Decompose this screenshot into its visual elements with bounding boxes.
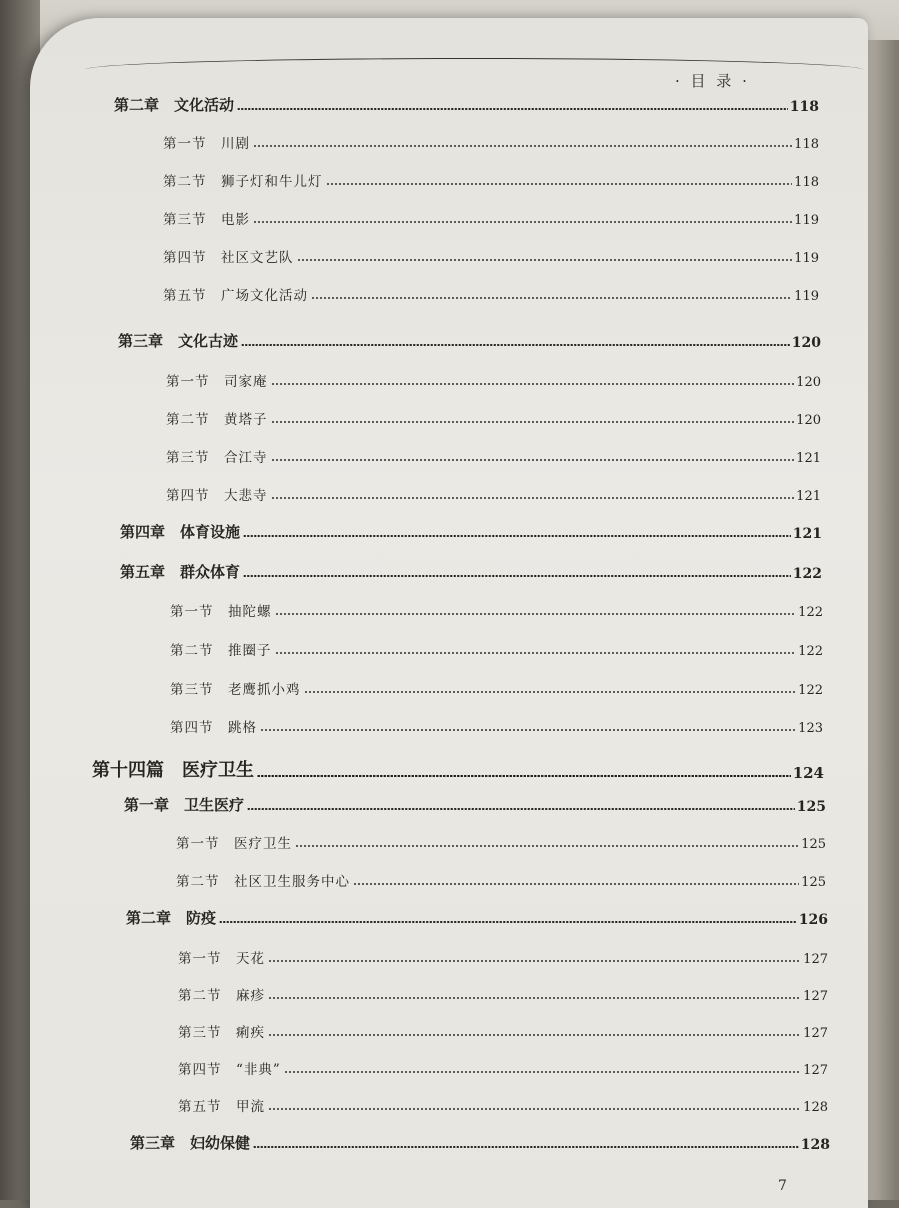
toc-entry-section: 第四节 社区文艺队 119 [163,250,819,266]
toc-entry-section: 第二节 麻疹 127 [178,988,828,1004]
toc-entry-chapter: 第二章 文化活动 118 [114,96,819,115]
toc-page [30,18,868,1208]
toc-entry-part: 第十四篇 医疗卫生 124 [92,760,824,782]
toc-entry-section: 第三节 电影 119 [163,212,819,228]
toc-entry-section: 第二节 黄塔子 120 [166,412,821,428]
toc-entry-section: 第一节 司家庵 120 [166,374,821,390]
header-title: · 目 录 · [675,72,750,90]
toc-entry-section: 第一节 抽陀螺 122 [170,604,823,620]
background-right-book-edge [863,40,899,1200]
toc-entry-section: 第一节 川剧 118 [163,136,819,152]
page-number: 7 [778,1178,787,1194]
toc-entry-section: 第五节 甲流 128 [178,1099,828,1115]
toc-entry-chapter: 第二章 防疫 126 [126,909,828,928]
toc-entry-section: 第二节 社区卫生服务中心 125 [176,874,826,890]
toc-entry-section: 第二节 推圈子 122 [170,643,823,659]
toc-entry-chapter: 第一章 卫生医疗 125 [124,796,826,815]
toc-entry-section: 第四节 大悲寺 121 [166,488,821,504]
toc-entry-section: 第四节 “非典” 127 [178,1062,828,1078]
toc-entry-chapter: 第三章 妇幼保健 128 [130,1134,830,1153]
toc-entry-chapter: 第五章 群众体育 122 [120,563,822,582]
toc-entry-section: 第一节 医疗卫生 125 [176,836,826,852]
toc-entry-chapter: 第四章 体育设施 121 [120,523,822,542]
toc-entry-section: 第三节 痢疾 127 [178,1025,828,1041]
toc-entry-section: 第四节 跳格 123 [170,720,823,736]
toc-entry-section: 第二节 狮子灯和牛儿灯 118 [163,174,819,190]
toc-entry-section: 第三节 合江寺 121 [166,450,821,466]
toc-entry-chapter: 第三章 文化古迹 120 [118,332,821,351]
toc-entry-section: 第五节 广场文化活动 119 [163,288,819,304]
toc-entry-section: 第一节 天花 127 [178,951,828,967]
toc-entry-section: 第三节 老鹰抓小鸡 122 [170,682,823,698]
